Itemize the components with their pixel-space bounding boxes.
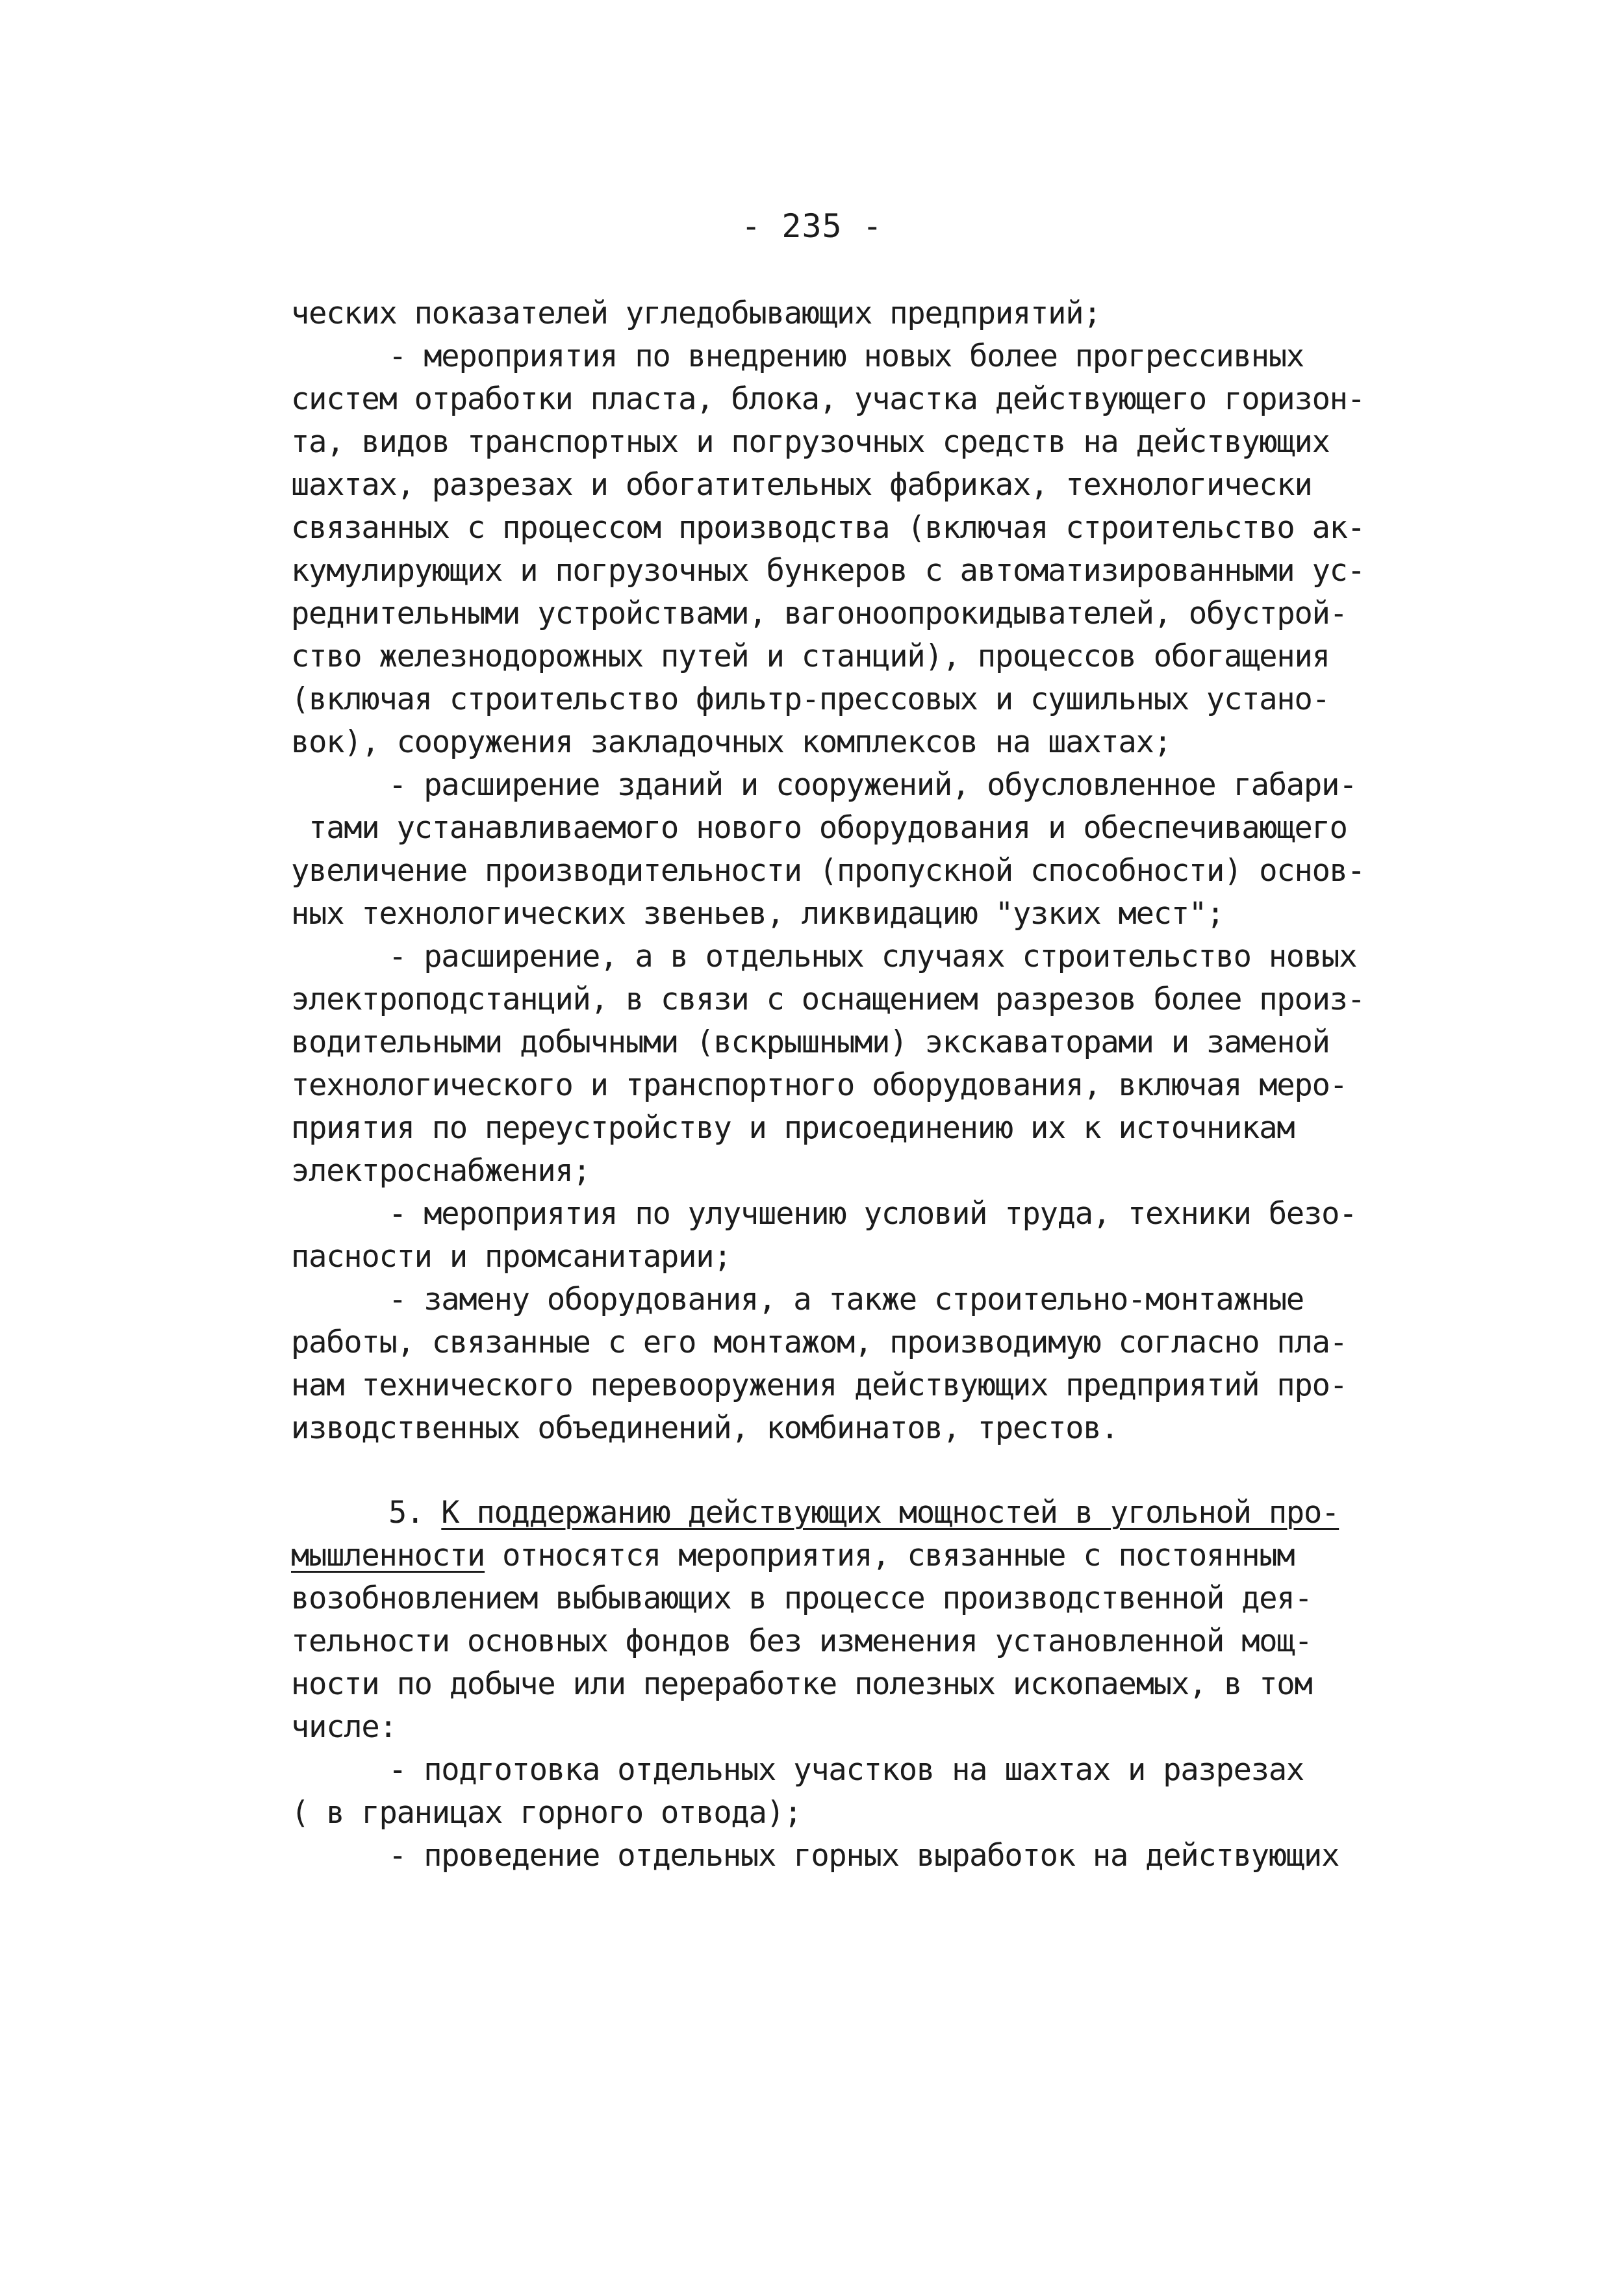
text-line <box>291 1534 1382 1577</box>
text-line: пасности и промсанитарии; <box>291 1239 731 1275</box>
text-line: связанных с процессом производства (включая строительство ак- <box>291 510 1365 546</box>
paragraph-gap <box>291 1450 1382 1492</box>
text-line: ство железнодорожных путей и станций), процессов обогащения <box>291 639 1330 674</box>
list-item-line: - расширение, а в отдельных случаях строительство новых <box>388 939 1357 974</box>
text-line: увеличение производительности (пропускной способности) основ- <box>291 853 1365 889</box>
text-line: электроснабжения; <box>291 1153 590 1189</box>
text-line: нам технического перевооружения действующих предприятий про- <box>291 1367 1347 1403</box>
text-line: ческих показателей угледобывающих предприятий; <box>291 296 1101 331</box>
section-heading-continued: мышленности <box>291 1538 485 1573</box>
text-line: технологического и транспортного оборудования, включая меро- <box>291 1067 1347 1103</box>
text-line: приятия по переустройству и присоединению их к источникам <box>291 1110 1295 1146</box>
text-line: вок), сооружения закладочных комплексов на шахтах; <box>291 724 1171 760</box>
text-line: систем отработки пласта, блока, участка действующего горизон- <box>291 381 1365 417</box>
text-line: тельности основных фондов без изменения установленной мощ- <box>291 1623 1312 1659</box>
text-line: возобновлением выбывающих в процессе производственной дея- <box>291 1581 1312 1616</box>
text-line: ности по добыче или переработке полезных ископаемых, в том <box>291 1666 1312 1702</box>
list-item-line: - подготовка отдельных участков на шахтах и разрезах <box>388 1752 1304 1788</box>
text-line: шахтах, разрезах и обогатительных фабриках, технологически <box>291 467 1312 503</box>
text-line: ( в границах горного отвода); <box>291 1795 802 1831</box>
text-line: числе: <box>291 1709 397 1745</box>
document-body <box>291 292 1382 1877</box>
list-item-line: - мероприятия по улучшению условий труда, техники безо- <box>388 1196 1357 1232</box>
page-number: - 235 - <box>741 207 883 245</box>
list-item-line: - замену оборудования, а также строительно-монтажные <box>388 1282 1304 1317</box>
text-line: реднительными устройствами, вагоноопрокидывателей, обустрой- <box>291 596 1347 631</box>
list-item-line: - расширение зданий и сооружений, обусловленное габари- <box>388 767 1357 803</box>
text-line: тами устанавливаемого нового оборудования и обеспечивающего <box>291 810 1347 846</box>
section-heading-line <box>291 1492 1382 1534</box>
list-item-line: - мероприятия по внедрению новых более прогрессивных <box>388 338 1304 374</box>
text-line: водительными добычными (вскрышными) экскаваторами и заменой <box>291 1024 1330 1060</box>
text-line: работы, связанные с его монтажом, производимую согласно пла- <box>291 1325 1347 1360</box>
text-line: кумулирующих и погрузочных бункеров с автоматизированными ус- <box>291 553 1365 589</box>
section-number: 5. <box>388 1495 442 1531</box>
text-fragment: относятся мероприятия, связанные с постоянным <box>485 1538 1295 1573</box>
list-item-line: - проведение отдельных горных выработок на действующих <box>388 1838 1339 1874</box>
section-heading: К поддержанию действующих мощностей в угольной про- <box>441 1495 1339 1531</box>
text-line: электроподстанций, в связи с оснащением разрезов более произ- <box>291 982 1365 1017</box>
text-line: изводственных объединений, комбинатов, трестов. <box>291 1410 1119 1446</box>
text-line: ных технологических звеньев, ликвидацию "узких мест"; <box>291 896 1224 932</box>
text-line: (включая строительство фильтр-прессовых и сушильных устано- <box>291 681 1330 717</box>
text-line: та, видов транспортных и погрузочных средств на действующих <box>291 424 1330 460</box>
